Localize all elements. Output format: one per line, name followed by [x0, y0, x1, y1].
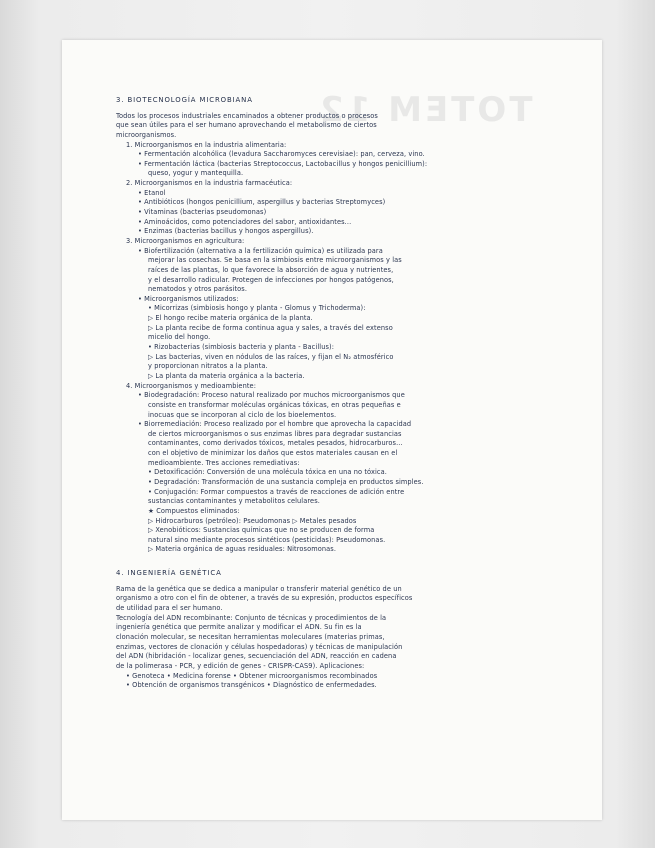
section3-line: • Detoxificación: Conversión de una molécula tóxica en una no tóxica. [148, 468, 387, 477]
section3-line: 3. Microorganismos en agricultura: [126, 236, 245, 245]
section3-line: • Fermentación láctica (bacterias Streptococcus, Lactobacillus y hongos penicillium): [138, 159, 428, 168]
section3-line: • Rizobacterias (simbiosis bacteria y planta - Bacillus): [148, 343, 335, 352]
section3-line: queso, yogur y mantequilla. [148, 169, 244, 178]
page-content [116, 96, 546, 691]
section3-line: • Biodegradación: Proceso natural realizado por muchos microorganismos que [138, 391, 405, 400]
section3-line: con el objetivo de minimizar los daños que estos materiales causan en el [148, 449, 398, 458]
section3-line: • Aminoácidos, como potenciadores del sabor, antioxidantes... [138, 217, 352, 226]
section-4-body [116, 585, 546, 691]
section4-line: enzimas, vectores de clonación y células hospedadoras) y técnicas de manipulación [116, 642, 403, 651]
section3-line: • Biorremediación: Proceso realizado por el hombre que aprovecha la capacidad [138, 420, 412, 429]
section4-line: • Genoteca • Medicina forense • Obtener microorganismos recombinados [126, 671, 378, 680]
section4-line: de la polimerasa - PCR, y edición de genes - CRISPR-CAS9). Aplicaciones: [116, 661, 365, 670]
section3-line: y el desarrollo radicular. Protegen de infecciones por hongos patógenos, [148, 275, 394, 284]
section-4-title: 4. INGENIERÍA GENÉTICA [116, 569, 222, 578]
section3-line: consiste en transformar moléculas orgánicas tóxicas, en otras pequeñas e [148, 400, 401, 409]
section3-line: • Degradación: Transformación de una sustancia compleja en productos simples. [148, 477, 424, 486]
section3-line: y proporcionan nitratos a la planta. [148, 362, 268, 371]
section3-line: ▷ Materia orgánica de aguas residuales: Nitrosomonas. [148, 545, 337, 554]
section3-line: que sean útiles para el ser humano aprovechando el metabolismo de ciertos [116, 121, 377, 130]
section3-line: • Etanol [138, 188, 166, 197]
section3-line: • Fermentación alcohólica (levadura Saccharomyces cerevisiae): pan, cerveza, vino. [138, 150, 425, 159]
section3-line: raíces de las plantas, lo que favorece la absorción de agua y nutrientes, [148, 265, 394, 274]
section3-line: de ciertos microorganismos o sus enzimas libres para degradar sustancias [148, 429, 402, 438]
section4-line: • Obtención de organismos transgénicos • Diagnóstico de enfermedades. [126, 681, 377, 690]
section3-line: 4. Microorganismos y medioambiente: [126, 381, 257, 390]
section3-line: 2. Microorganismos en la industria farmacéutica: [126, 179, 293, 188]
section3-line: mejorar las cosechas. Se basa en la simbiosis entre microorganismos y las [148, 256, 402, 265]
section3-line: ▷ El hongo recibe materia orgánica de la planta. [148, 314, 313, 323]
section-3-body [116, 112, 546, 555]
section3-line: contaminantes, como derivados tóxicos, metales pesados, hidrocarburos... [148, 439, 403, 448]
section3-line: ▷ Hidrocarburos (petróleo): Pseudomonas ▷ Metales pesados [148, 516, 357, 525]
bleed-through-watermark: TOTEM 12 [317, 90, 533, 130]
section3-line: natural sino mediante procesos sintéticos (pesticidas): Pseudomonas. [148, 535, 386, 544]
section3-line: ▷ Xenobióticos: Sustancias químicas que no se producen de forma [148, 526, 375, 535]
section4-line: Rama de la genética que se dedica a manipular o transferir material genético de un [116, 584, 402, 593]
section3-line: ▷ Las bacterias, viven en nódulos de las raíces, y fijan el N₂ atmosférico [148, 352, 394, 361]
section3-line: medioambiente. Tres acciones remediativas: [148, 458, 300, 467]
section3-line: ★ Compuestos eliminados: [148, 506, 240, 515]
section3-line: inocuas que se incorporan al ciclo de los bioelementos. [148, 410, 337, 419]
section3-line: • Enzimas (bacterias bacillus y hongos aspergillus). [138, 227, 314, 236]
notebook-page [62, 40, 602, 820]
section-3-title: 3. BIOTECNOLOGÍA MICROBIANA [116, 96, 253, 104]
section3-line: sustancias contaminantes y metabolitos celulares. [148, 497, 320, 506]
section3-line: ▷ La planta recibe de forma continua agua y sales, a través del extenso [148, 323, 393, 332]
section3-line: microorganismos. [116, 130, 177, 139]
section3-line: • Conjugación: Formar compuestos a través de reacciones de adición entre [148, 487, 405, 496]
section4-line: de utilidad para el ser humano. [116, 604, 223, 613]
section4-line: del ADN (hibridación - localizar genes, secuenciación del ADN, reacción en cadena [116, 652, 397, 661]
section4-line: clonación molecular, se necesitan herramientas moleculares (materias primas, [116, 632, 385, 641]
section3-line: nematodos y otros parásitos. [148, 285, 248, 294]
section4-line: ingeniería genética que permite analizar y modificar el ADN. Su fin es la [116, 623, 362, 632]
section3-line: Todos los procesos industriales encaminados a obtener productos o procesos [116, 111, 378, 120]
section3-line: • Micorrizas (simbiosis hongo y planta - Glomus y Trichoderma): [148, 304, 366, 313]
section3-line: • Antibióticos (hongos penicillium, aspergillus y bacterias Streptomyces) [138, 198, 386, 207]
section3-line: ▷ La planta da materia orgánica a la bacteria. [148, 371, 305, 380]
section4-line: organismo a otro con el fin de obtener, a través de su expresión, productos específicos [116, 594, 413, 603]
section4-line: Tecnología del ADN recombinante: Conjunto de técnicas y procedimientos de la [116, 613, 387, 622]
section3-line: • Microorganismos utilizados: [138, 294, 239, 303]
section3-line: 1. Microorganismos en la industria alimentaria: [126, 140, 287, 149]
section3-line: • Biofertilización (alternativa a la fertilización química) es utilizada para [138, 246, 383, 255]
section3-line: micelio del hongo. [148, 333, 211, 342]
section3-line: • Vitaminas (bacterias pseudomonas) [138, 208, 267, 217]
